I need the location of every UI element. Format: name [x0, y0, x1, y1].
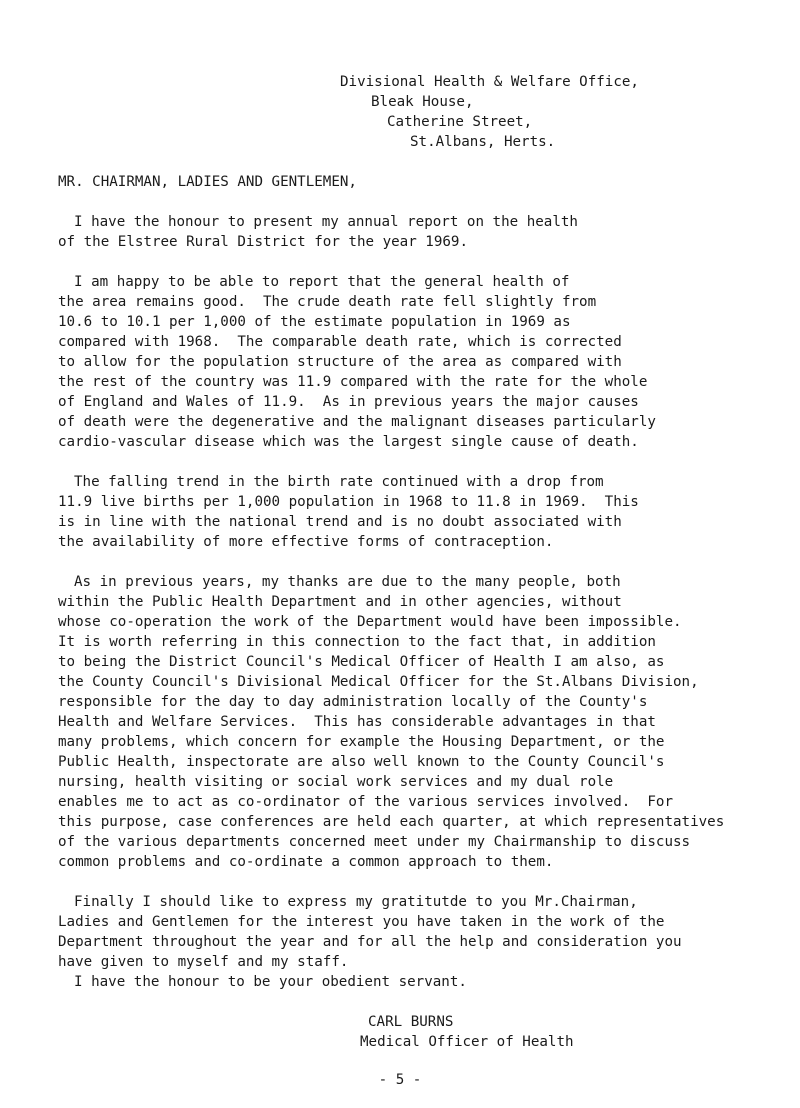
paragraph-line: to being the District Council's Medical Officer of Health I am also, as: [58, 654, 665, 670]
paragraph-line: is in line with the national trend and is no doubt associated with: [58, 514, 622, 530]
address-line-4: St.Albans, Herts.: [410, 134, 556, 150]
paragraph-line: Department throughout the year and for all the help and consideration you: [58, 934, 682, 950]
salutation: MR. CHAIRMAN, LADIES AND GENTLEMEN,: [58, 174, 357, 190]
paragraph-line: to allow for the population structure of the area as compared with: [58, 354, 622, 370]
paragraph-5: [58, 892, 793, 972]
paragraph-3: [58, 472, 793, 552]
paragraph-line: Public Health, inspectorate are also well known to the County Council's: [58, 754, 665, 770]
paragraph-1: [58, 212, 793, 252]
paragraph-line: Finally I should like to express my gratitutde to you Mr.Chairman,: [74, 894, 638, 910]
paragraph-line: It is worth referring in this connection to the fact that, in addition: [58, 634, 656, 650]
paragraph-line: the County Council's Divisional Medical Officer for the St.Albans Division,: [58, 674, 699, 690]
paragraph-line: the area remains good. The crude death rate fell slightly from: [58, 294, 597, 310]
closing-line: I have the honour to be your obedient servant.: [74, 974, 467, 990]
paragraph-line: within the Public Health Department and in other agencies, without: [58, 594, 622, 610]
paragraph-line: As in previous years, my thanks are due to the many people, both: [74, 574, 621, 590]
paragraph-line: nursing, health visiting or social work services and my dual role: [58, 774, 614, 790]
address-line-3: Catherine Street,: [387, 114, 533, 130]
paragraph-line: common problems and co-ordinate a common approach to them.: [58, 854, 554, 870]
paragraph-line: Health and Welfare Services. This has considerable advantages in that: [58, 714, 656, 730]
paragraph-4: [58, 572, 793, 872]
paragraph-line: The falling trend in the birth rate continued with a drop from: [74, 474, 604, 490]
address-line-1: Divisional Health & Welfare Office,: [340, 74, 639, 90]
paragraph-line: of the Elstree Rural District for the year 1969.: [58, 234, 468, 250]
paragraph-line: of death were the degenerative and the malignant diseases particularly: [58, 414, 656, 430]
paragraph-line: have given to myself and my staff.: [58, 954, 349, 970]
paragraph-line: 11.9 live births per 1,000 population in 1968 to 11.8 in 1969. This: [58, 494, 639, 510]
paragraph-line: the availability of more effective forms of contraception.: [58, 534, 554, 550]
paragraph-line: of the various departments concerned meet under my Chairmanship to discuss: [58, 834, 691, 850]
paragraph-2: [58, 272, 793, 452]
address-line-2: Bleak House,: [371, 94, 474, 110]
paragraph-line: I am happy to be able to report that the general health of: [74, 274, 570, 290]
signatory-title: Medical Officer of Health: [360, 1034, 574, 1050]
paragraph-line: cardio-vascular disease which was the largest single cause of death.: [58, 434, 639, 450]
paragraph-line: many problems, which concern for example the Housing Department, or the: [58, 734, 665, 750]
paragraph-line: the rest of the country was 11.9 compared with the rate for the whole: [58, 374, 648, 390]
paragraph-line: whose co-operation the work of the Department would have been impossible.: [58, 614, 682, 630]
paragraph-line: 10.6 to 10.1 per 1,000 of the estimate population in 1969 as: [58, 314, 571, 330]
signature-block: [360, 1012, 574, 1052]
paragraph-line: responsible for the day to day administration locally of the County's: [58, 694, 648, 710]
page-number: - 5 -: [378, 1072, 422, 1088]
paragraph-line: Ladies and Gentlemen for the interest you have taken in the work of the: [58, 914, 665, 930]
paragraph-line: I have the honour to present my annual report on the health: [74, 214, 578, 230]
paragraph-line: this purpose, case conferences are held each quarter, at which representatives: [58, 814, 725, 830]
sender-address: [340, 72, 780, 152]
paragraph-line: enables me to act as co-ordinator of the various services involved. For: [58, 794, 673, 810]
paragraph-line: compared with 1968. The comparable death rate, which is corrected: [58, 334, 622, 350]
paragraph-line: of England and Wales of 11.9. As in previous years the major causes: [58, 394, 639, 410]
signatory-name: CARL BURNS: [368, 1014, 454, 1030]
report-body: [58, 212, 793, 992]
